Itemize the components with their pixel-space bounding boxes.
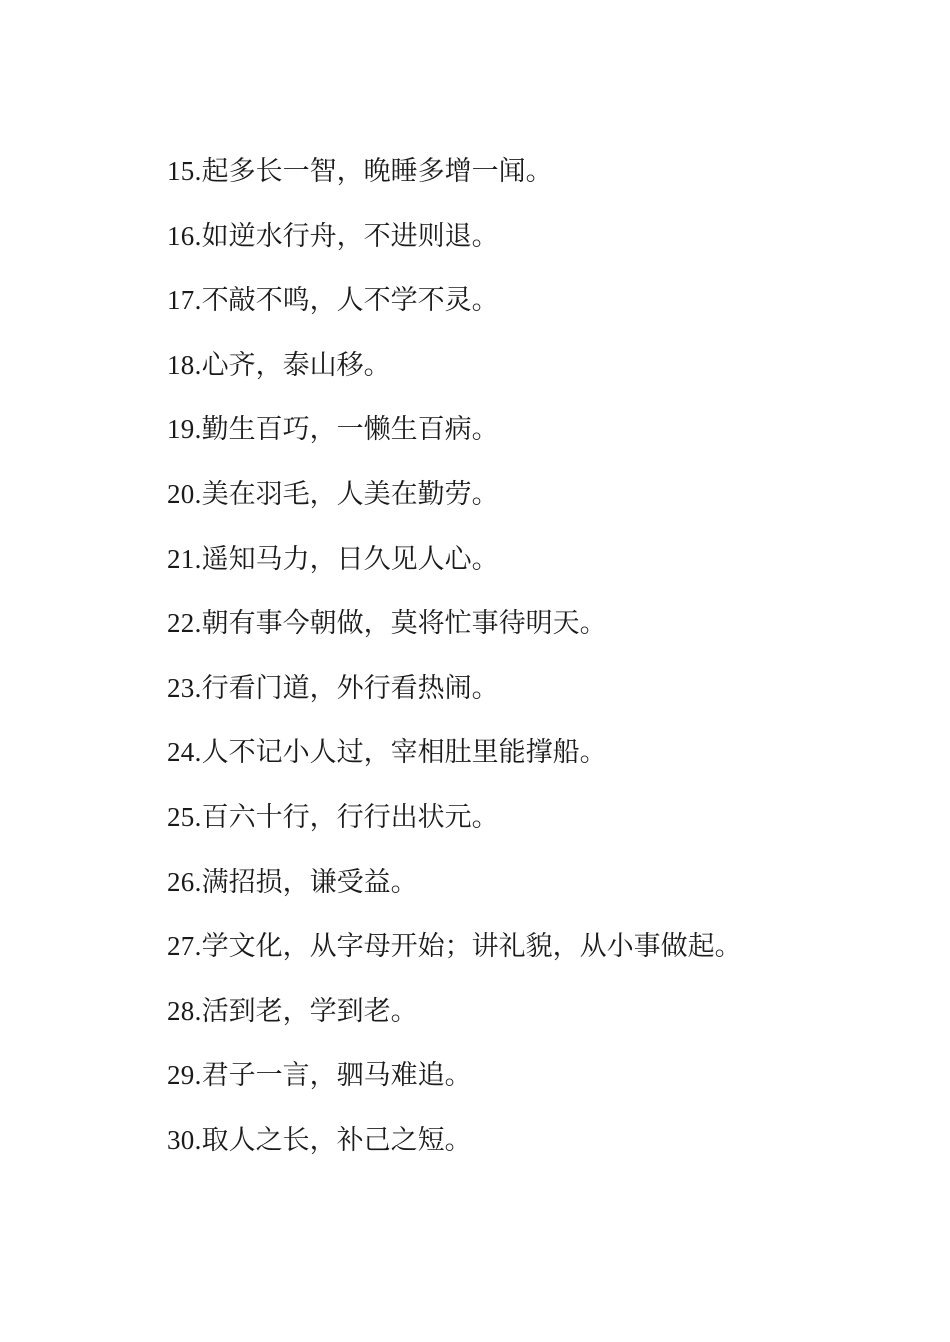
list-item	[167, 538, 742, 603]
list-item	[167, 215, 742, 280]
item-number: 27.	[167, 931, 202, 962]
item-number: 23.	[167, 672, 202, 703]
item-text: 学文化，从字母开始；讲礼貌，从小事做起。	[201, 931, 742, 963]
item-number: 22.	[167, 608, 202, 639]
item-number: 30.	[167, 1124, 202, 1155]
list-item	[167, 408, 742, 473]
item-number: 21.	[167, 543, 202, 574]
list-item	[167, 1054, 742, 1119]
proverb-list	[167, 150, 742, 1184]
item-text: 行看门道，外行看热闹。	[201, 672, 499, 704]
list-item	[167, 796, 742, 861]
item-number: 17.	[167, 285, 202, 316]
item-text: 心齐，泰山移。	[201, 349, 391, 381]
item-number: 28.	[167, 995, 202, 1026]
item-text: 活到老，学到老。	[201, 995, 418, 1027]
item-text: 遥知马力，日久见人心。	[201, 543, 499, 575]
item-text: 勤生百巧，一懒生百病。	[201, 414, 499, 446]
item-text: 美在羽毛，人美在勤劳。	[201, 478, 499, 510]
item-text: 朝有事今朝做，莫将忙事待明天。	[201, 608, 607, 640]
list-item	[167, 344, 742, 409]
item-text: 取人之长，补己之短。	[201, 1124, 472, 1156]
item-text: 百六十行，行行出状元。	[201, 801, 499, 833]
item-text: 满招损，谦受益。	[201, 866, 418, 898]
list-item	[167, 925, 742, 990]
item-number: 19.	[167, 414, 202, 445]
item-text: 起多长一智，晚睡多增一闻。	[201, 156, 553, 187]
item-number: 29.	[167, 1060, 202, 1091]
item-number: 18.	[167, 349, 202, 380]
list-item	[167, 279, 742, 344]
item-text: 如逆水行舟，不进则退。	[201, 220, 499, 252]
item-number: 24.	[167, 737, 202, 768]
list-item	[167, 473, 742, 538]
list-item	[167, 667, 742, 732]
item-text: 人不记小人过，宰相肚里能撑船。	[201, 737, 607, 769]
list-item	[167, 150, 742, 215]
item-number: 25.	[167, 801, 202, 832]
list-item	[167, 990, 742, 1055]
item-number: 16.	[167, 220, 202, 251]
item-number: 26.	[167, 866, 202, 897]
list-item	[167, 731, 742, 796]
list-item	[167, 861, 742, 926]
list-item	[167, 602, 742, 667]
item-text: 不敲不鸣，人不学不灵。	[201, 285, 499, 317]
item-number: 20.	[167, 478, 202, 509]
item-text: 君子一言，驷马难追。	[201, 1060, 472, 1092]
list-item	[167, 1119, 742, 1184]
item-number: 15.	[167, 156, 202, 186]
